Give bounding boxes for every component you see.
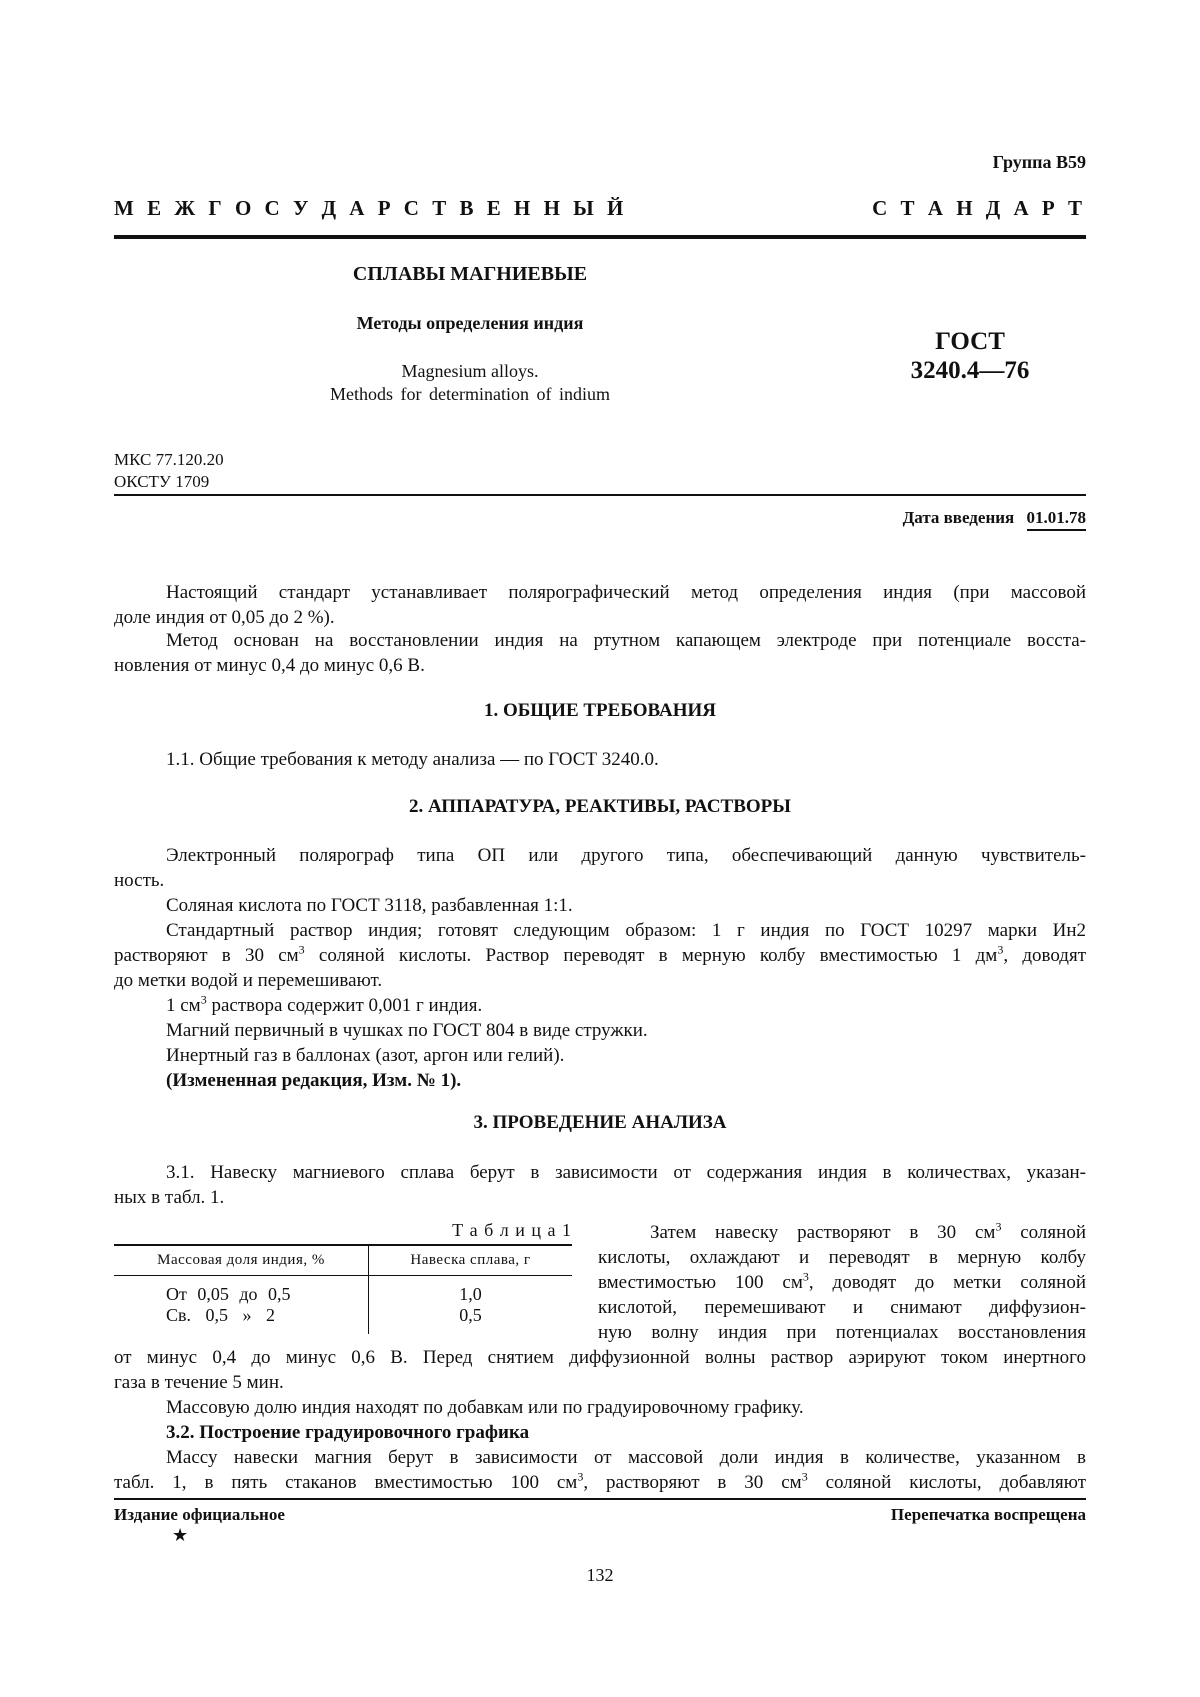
table-cell-mass: 1,0 [459, 1284, 482, 1304]
edition-label: Издание официальное [114, 1505, 285, 1524]
table-col-mass: Навеска сплава, г [369, 1245, 573, 1276]
superscript: 3 [577, 1469, 584, 1484]
reprint-label: Перепечатка воспрещена [890, 1505, 1086, 1524]
table-caption: Т а б л и ц а 1 [452, 1220, 572, 1240]
text-fragment: , доводят [1003, 945, 1086, 966]
section1-text [114, 747, 1086, 772]
title-main: СПЛАВЫ МАГНИЕВЫЕ [352, 263, 588, 285]
text-fragment: 1 см [166, 995, 201, 1016]
section2-line [114, 993, 1086, 1018]
page-number: 132 [586, 1565, 614, 1585]
okstu-code: ОКСТУ 1709 [114, 472, 210, 491]
superscript: 3 [298, 942, 305, 957]
star-icon: ★ [172, 1525, 189, 1546]
side-line [598, 1220, 1086, 1245]
title-en-1: Magnesium alloys. [401, 361, 539, 381]
section2-line: Стандартный раствор индия; готовят следующим образом: 1 г индия по ГОСТ 10297 марки Ин2 [166, 920, 1086, 941]
date-introduction [903, 508, 1086, 528]
header-rule [114, 235, 1086, 239]
section3-paragraph-1 [114, 1160, 1086, 1210]
section2-line [114, 943, 1086, 968]
superscript: 3 [802, 1269, 809, 1284]
title-en-2: Methods for determination of indium [330, 384, 610, 404]
intro-paragraph-2 [114, 628, 1086, 678]
mks-code: МКС 77.120.20 [114, 450, 224, 469]
table-header-row [114, 1245, 572, 1276]
section2-body [114, 843, 1086, 1093]
section2-line: Инертный газ в баллонах (азот, аргон или гелий). [166, 1045, 565, 1066]
section2-line: до метки водой и перемешивают. [114, 970, 383, 991]
table-cell-range: От 0,05 до 0,5 [114, 1276, 369, 1306]
gost-label: ГОСТ [935, 328, 1005, 355]
amendment-note: (Измененная редакция, Изм. № 1). [166, 1070, 462, 1091]
intro-line: Метод основан на восстановлении индия на ртутном капающем электроде при потенциале восста- [166, 630, 1086, 651]
table-row [114, 1276, 572, 1306]
intro-line: доле индия от 0,05 до 2 %). [114, 607, 335, 628]
section3-line: 3.1. Навеску магниевого сплава берут в зависимости от содержания индия в количествах, указан- [166, 1162, 1086, 1183]
title-sub: Методы определения индия [356, 313, 584, 333]
section1-heading: 1. ОБЩИЕ ТРЕБОВАНИЯ [483, 700, 717, 721]
date-value: 01.01.78 [1027, 508, 1087, 531]
text-fragment: , растворяют в 30 см [583, 1472, 802, 1493]
side-line [598, 1270, 1086, 1295]
section2-heading: 2. АППАРАТУРА, РЕАКТИВЫ, РАСТВОРЫ [409, 796, 791, 817]
superscript: 3 [801, 1469, 808, 1484]
codes-rule [114, 494, 1086, 496]
intro-line: новления от минус 0,4 до минус 0,6 В. [114, 655, 425, 676]
date-label: Дата введения [902, 508, 1015, 527]
section3-line: Массу навески магния берут в зависимости от массовой доли индия в количестве, указанном в [166, 1447, 1086, 1468]
section2-line: Электронный полярограф типа ОП или другого типа, обеспечивающий данную чувствитель- [166, 845, 1086, 866]
table-1 [114, 1244, 572, 1334]
text-fragment: раствора содержит 0,001 г индия. [206, 995, 483, 1016]
section3-line: Массовую долю индия находят по добавкам или по градуировочному графику. [166, 1397, 804, 1418]
text-fragment: соляной кислоты. Раствор переводят в мерную колбу вместимостью 1 дм [304, 945, 998, 966]
gost-number: 3240.4—76 [910, 357, 1030, 384]
section3-continuation [114, 1345, 1086, 1495]
side-line: кислоты, охлаждают и переводят в мерную колбу [598, 1247, 1086, 1268]
table-row [114, 1305, 572, 1334]
section3-line [114, 1470, 1086, 1495]
interstate-label: М Е Ж Г О С У Д А Р С Т В Е Н Н Ы Й [114, 196, 628, 220]
section3-line: ных в табл. 1. [114, 1187, 225, 1208]
text-fragment: , доводят до метки соляной [808, 1272, 1086, 1293]
section2-line: Соляная кислота по ГОСТ 3118, разбавленная 1:1. [166, 895, 573, 916]
text-fragment: соляной [1001, 1222, 1086, 1243]
side-line: кислотой, перемешивают и снимают диффузион- [598, 1297, 1086, 1318]
table-col-indium: Массовая доля индия, % [114, 1245, 369, 1276]
text-fragment: растворяют в 30 см [114, 945, 299, 966]
text-fragment: Затем навеску растворяют в 30 см [650, 1222, 996, 1243]
section3-side-text [598, 1220, 1086, 1345]
section3-line: от минус 0,4 до минус 0,6 В. Перед снятием диффузионной волны раствор аэрируют током инертного [114, 1347, 1086, 1368]
standard-label: С Т А Н Д А Р Т [872, 196, 1086, 220]
table-cell-range: Св. 0,5 » 2 [114, 1305, 369, 1334]
text-fragment: соляной кислоты, добавляют [807, 1472, 1087, 1493]
intro-paragraph-1 [114, 580, 1086, 630]
section3-heading: 3. ПРОВЕДЕНИЕ АНАЛИЗА [473, 1112, 727, 1133]
text-fragment: вместимостью 100 см [598, 1272, 803, 1293]
section2-line: Магний первичный в чушках по ГОСТ 804 в виде стружки. [166, 1020, 648, 1041]
superscript: 3 [997, 942, 1004, 957]
side-line: ную волну индия при потенциалах восстановления [598, 1322, 1086, 1343]
section2-line: ность. [114, 870, 165, 891]
footer-rule [114, 1498, 1086, 1500]
superscript: 3 [995, 1219, 1002, 1234]
text-fragment: табл. 1, в пять стаканов вместимостью 100 см [114, 1472, 578, 1493]
section1-line: 1.1. Общие требования к методу анализа — по ГОСТ 3240.0. [166, 749, 659, 770]
group-label: Группа В59 [992, 152, 1086, 172]
section3-line: газа в течение 5 мин. [114, 1372, 284, 1393]
intro-line: Настоящий стандарт устанавливает полярографический метод определения индия (при массовой [166, 582, 1086, 603]
superscript: 3 [200, 992, 207, 1007]
section3-subheading: 3.2. Построение градуировочного графика [166, 1422, 530, 1443]
table-cell-mass: 0,5 [459, 1305, 482, 1325]
